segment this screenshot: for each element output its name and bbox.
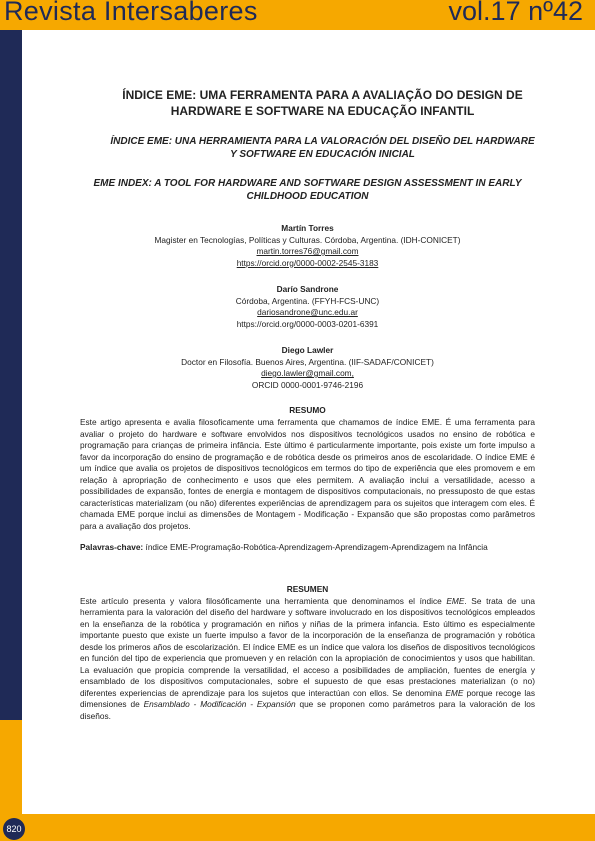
resumen-emphasis: EME bbox=[446, 595, 465, 606]
author-email-link[interactable]: diego.lawler@gmail.com, bbox=[261, 368, 354, 378]
resumo-heading: RESUMO bbox=[289, 405, 326, 415]
keywords-line bbox=[80, 542, 535, 554]
author-affiliation: Córdoba, Argentina. (FFYH-FCS-UNC) bbox=[235, 295, 380, 306]
resumen-text-part: Este artículo presenta y valora filosóficamente una herramienta que denominamos el índice bbox=[80, 595, 447, 606]
resumen-emphasis: Ensamblado - Modificación - Expansión bbox=[143, 699, 296, 709]
resumen-heading: RESUMEN bbox=[286, 583, 329, 594]
resumen-text-part: que se proponen como parámetros para la valoración de los diseños. bbox=[80, 699, 535, 721]
resumo-text: Este artigo apresenta e avalia filosoficamente uma ferramenta que chamamos de índice EME. É uma ferramenta para avaliar o projeto do hardware e software envolvidos nos dispositivos tecnológicos usados no ensino de robótica e programação para crianças de primeira infância. Este último é particularmente importante, pois existe um forte impulso a favor da incorporação do ensino de programação e de robótica desde os primeiros anos de escolaridade. O índice EME é um índice que avalia os projetos de dispositivos tecnológicos em termos do tipo de experiência que eles promovem e em relação à apropriação de conhecimento e usos que eles permitem. A avaliação inclui a versatilidade, acesso a possibilidades de expansão, fontes de energia e montagem de dispositivos computacionais, no pressuposto de que estas características materializam (ou não) diferentes experiências de aprendizagem para os sujeitos que interagem com eles. É chamada EME porque inclui as dimensões de Montagem - Modificação - Expansão que são propostas como parâmetros para a avaliação dos projetos. bbox=[80, 417, 535, 531]
resumen-emphasis: EME bbox=[445, 687, 464, 698]
resumen-text-part: porque recoge las dimensiones de bbox=[80, 687, 535, 709]
resumen-text bbox=[80, 596, 535, 723]
footer-bar bbox=[22, 814, 595, 841]
author-orcid-link[interactable]: https://orcid.org/0000-0002-2545-3183 bbox=[236, 257, 379, 268]
resumen-text-part: . Se trata de una herramienta para la valoración del diseño del hardware y software involucrado en los dispositivos tecnológicos empleados en la enseñanza de la robótica y programación en niños y niñas de la primera infancia. Esto último es especialmente importante puesto que existe un fuerte impulso a favor de la incorporación de la enseñanza de programación y robótica desde los primeros años de escolarización. El índice EME es un índice que valora los diseños de dispositivos tecnológicos en función del tipo de experiencia que promueven y en relación con la apropiación de conocimientos y usos que habilitan. La evaluación que propicia comprende la versatilidad, el acceso a posibilidades de ampliación, fuentes de energía y ensamblado de los dispositivos computacionales, sobre el supuesto de que esas prestaciones materializan (o no) diferentes experiencias de aprendizaje para los sujetos que interactúan con ellos. Se denomina bbox=[80, 595, 535, 698]
author-email-link[interactable]: dariosandrone@unc.edu.ar bbox=[257, 307, 358, 317]
header-bar bbox=[0, 0, 595, 30]
author-name: Darío Sandrone bbox=[276, 284, 339, 294]
journal-volume: vol.17 nº42 bbox=[448, 0, 583, 26]
author-affiliation: Doctor en Filosofía. Buenos Aires, Argentina. (IIF-SADAF/CONICET) bbox=[181, 356, 434, 367]
author-email-link[interactable]: martin.torres76@gmail.com bbox=[256, 246, 359, 256]
article-title-en: EME INDEX: A TOOL FOR HARDWARE AND SOFTWARE DESIGN ASSESSMENT IN EARLY CHILDHOOD EDUCATION bbox=[93, 178, 522, 202]
keywords-label: Palavras-chave: bbox=[80, 542, 144, 552]
author-block-3 bbox=[80, 345, 535, 391]
author-block-2 bbox=[80, 284, 535, 330]
article-front-matter bbox=[80, 88, 535, 722]
author-orcid: ORCID 0000-0001-9746-2196 bbox=[251, 379, 364, 390]
keywords-values: índice EME-Programação-Robótica-Aprendizagem-Aprendizagem-Aprendizagem na Infância bbox=[143, 542, 488, 552]
article-title-pt: ÍNDICE EME: UMA FERRAMENTA PARA A AVALIAÇÃO DO DESIGN DE HARDWARE E SOFTWARE NA EDUCAÇÃO INFANTIL bbox=[122, 88, 523, 118]
page-number-badge: 820 bbox=[3, 818, 25, 840]
journal-title: Revista Intersaberes bbox=[4, 0, 258, 26]
author-name: Diego Lawler bbox=[281, 345, 334, 355]
article-title-es: ÍNDICE EME: UNA HERRAMIENTA PARA LA VALORACIÓN DEL DISEÑO DEL HARDWARE Y SOFTWARE EN EDUCACIÓN INICIAL bbox=[110, 136, 535, 160]
author-name: Martín Torres bbox=[281, 223, 334, 233]
author-block-1 bbox=[80, 223, 535, 269]
author-orcid: https://orcid.org/0000-0003-0201-6391 bbox=[236, 318, 379, 329]
author-affiliation: Magister en Tecnologías, Políticas y Culturas. Córdoba, Argentina. (IDH-CONICET) bbox=[154, 234, 461, 245]
